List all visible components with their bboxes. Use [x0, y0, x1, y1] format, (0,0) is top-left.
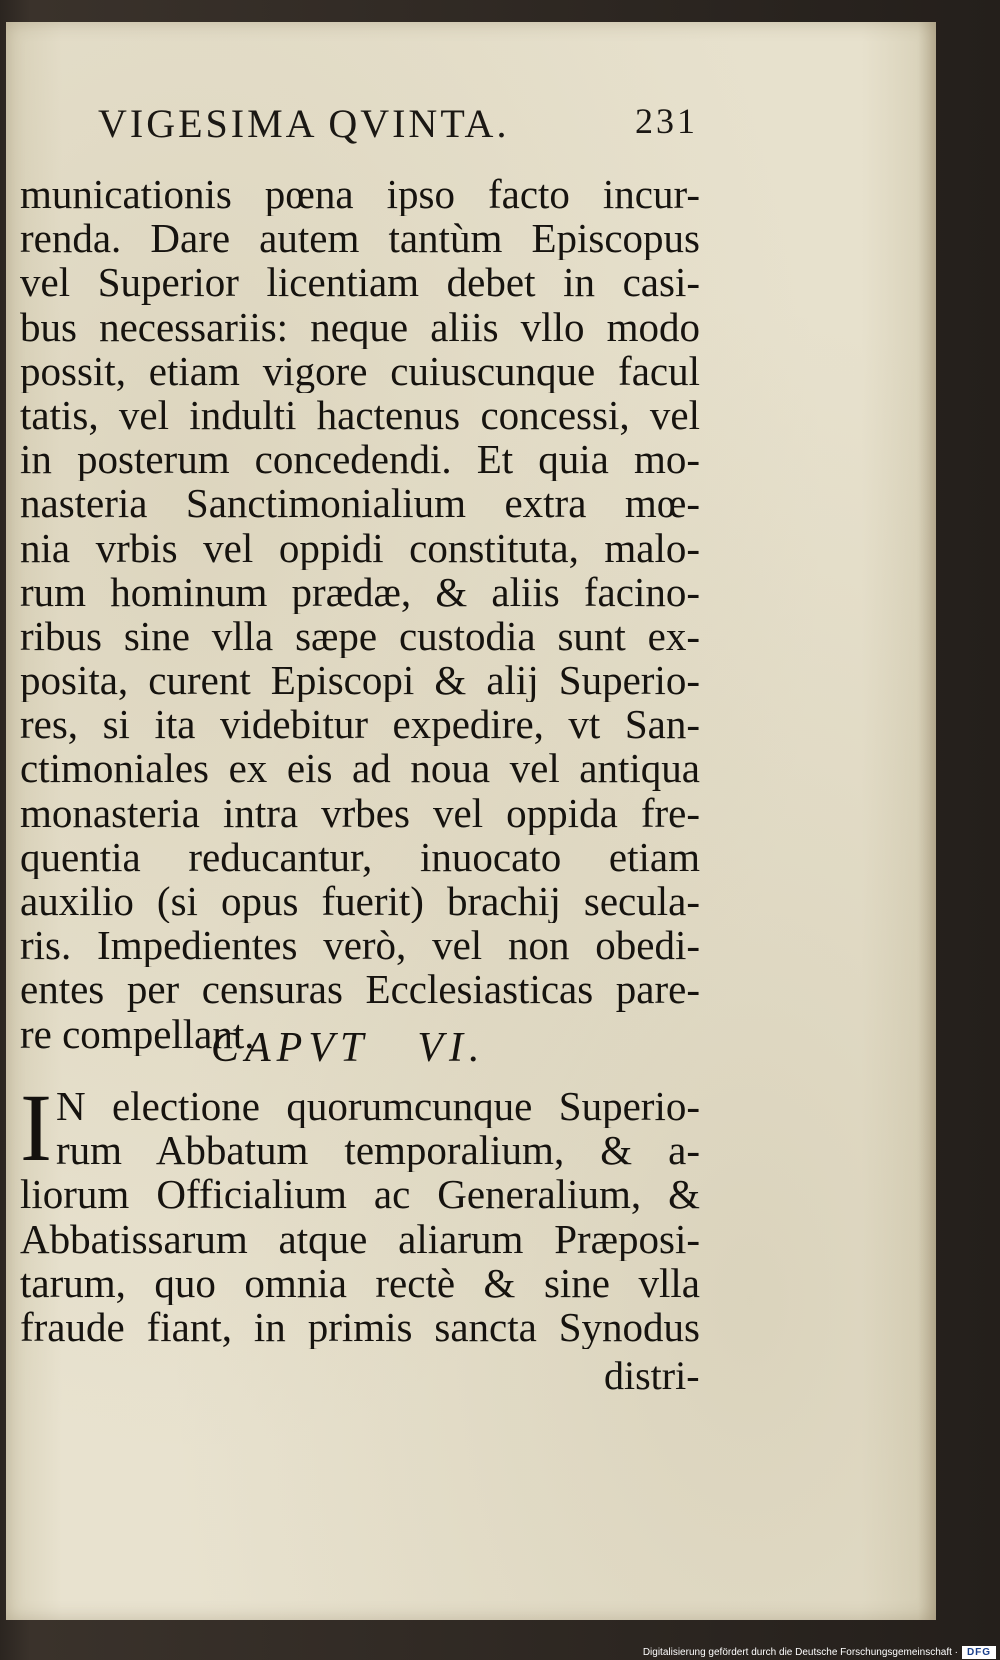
text-line: re compellant.	[20, 1011, 255, 1056]
text-line: posita, curent Episcopi & alij Superio-	[20, 658, 700, 703]
text-line: rum Abbatum temporalium, & a-	[56, 1128, 700, 1173]
text-line: Abbatissarum atque aliarum Præposi-	[20, 1216, 700, 1261]
text-line: monasteria intra vrbes vel oppida fre-	[20, 790, 700, 835]
text-line: ctimoniales ex eis ad noua vel antiqua	[20, 746, 700, 791]
text-line: nasteria Sanctimonialium extra mœ-	[20, 481, 700, 526]
text-line: bus necessariis: neque aliis vllo modo	[20, 304, 700, 349]
dfg-logo: DFG	[962, 1646, 996, 1659]
page-edge-shadow	[918, 22, 936, 1620]
drop-cap-initial: I	[20, 1074, 52, 1181]
book-page	[6, 22, 936, 1620]
chapter-heading-number: VI.	[417, 1025, 486, 1071]
chapter-heading-caput: CAPVT	[211, 1025, 370, 1071]
text-line: ribus sine vlla sæpe custodia sunt ex-	[20, 613, 700, 659]
text-line: renda. Dare autem tantùm Episcopus	[20, 216, 700, 261]
text-line: possit, etiam vigore cuiuscunque facul	[20, 348, 700, 393]
text-line: entes per censuras Ecclesiasticas pare-	[20, 967, 700, 1012]
text-line: res, si ita videbitur expedire, vt San-	[20, 702, 700, 747]
catchword: distri-	[604, 1353, 700, 1398]
text-line: in posterum concedendi. Et quia mo-	[20, 437, 700, 482]
text-line: vel Superior licentiam debet in casi-	[20, 260, 700, 305]
text-line: auxilio (si opus fuerit) brachij secula-	[20, 879, 700, 924]
text-line: tarum, quo omnia rectè & sine vlla	[20, 1260, 700, 1305]
digitization-credit: Digitalisierung gefördert durch die Deutsche Forschungsgemeinschaft ·	[642, 1647, 958, 1658]
running-head	[98, 100, 698, 160]
chapter-heading	[211, 1024, 486, 1072]
text-line: quentia reducantur, inuocato etiam	[20, 834, 700, 879]
text-line: tatis, vel indulti hactenus concessi, vel	[20, 392, 700, 438]
text-line: N electione quorumcunque Superio-	[56, 1084, 700, 1129]
chapter-text	[20, 1084, 700, 1349]
text-line: nia vrbis vel oppidi constituta, malo-	[20, 525, 700, 570]
text-line: rum hominum prædæ, & aliis facino-	[20, 569, 700, 614]
text-line: liorum Officialium ac Generalium, &	[20, 1172, 700, 1217]
running-head-title: VIGESIMA QVINTA.	[98, 101, 510, 146]
page-number: 231	[635, 101, 698, 141]
text-line: municationis pœna ipso facto incur-	[20, 172, 700, 217]
text-line: fraude fiant, in primis sancta Synodus	[20, 1304, 700, 1350]
text-line: ris. Impedientes verò, vel non obedi-	[20, 923, 700, 968]
body-text	[20, 172, 700, 1056]
